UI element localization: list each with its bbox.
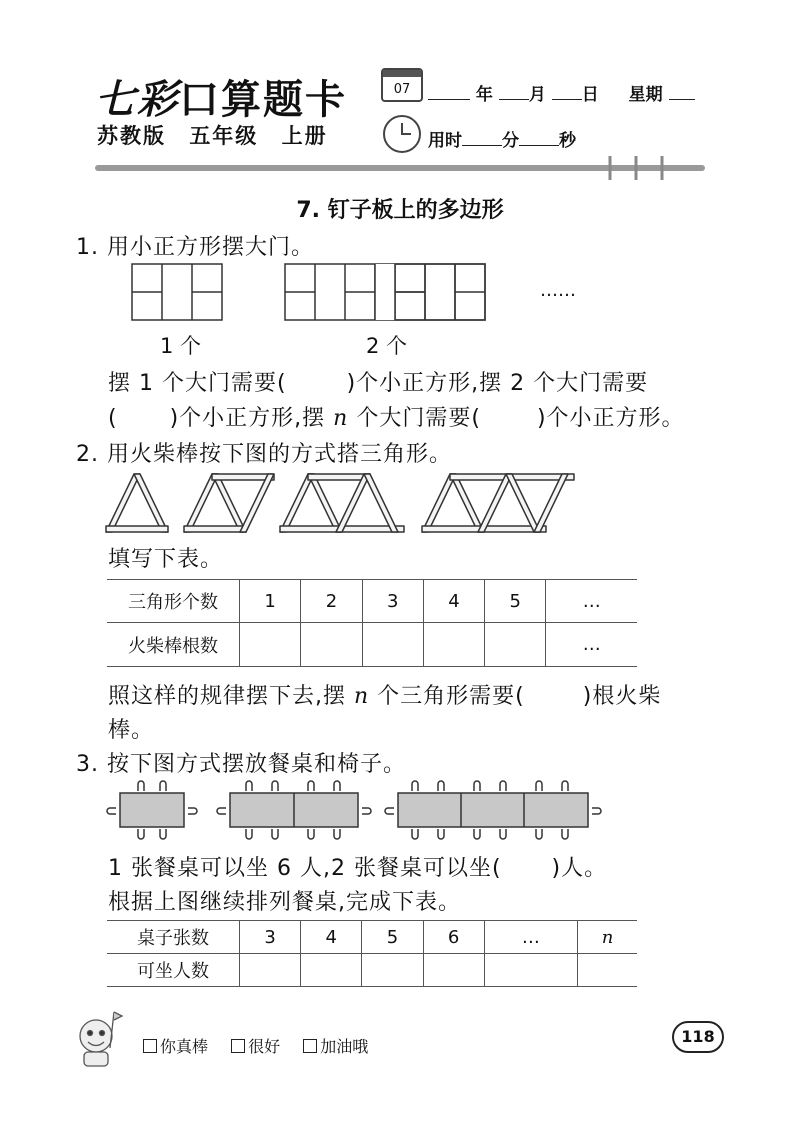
q3-cell-n: n [578,921,637,954]
edition-info [97,120,342,150]
q3-answer-cell[interactable] [301,954,362,987]
q3-row1-label: 桌子张数 [107,921,240,954]
page-title: 7. 钉子板上的多边形 [296,198,504,223]
brand-name: 口算题卡 [179,76,347,123]
clock-icon [383,115,421,153]
checkbox-icon [231,1039,245,1053]
q2-cell: … [546,580,637,623]
mascot-icon [70,1008,128,1070]
q2-table [107,579,637,667]
q2-cell: 3 [362,580,423,623]
praise-great[interactable]: 你真棒 [143,1037,208,1056]
q2-stem: 2. 用火柴棒按下图的方式搭三角形。 [76,442,452,467]
q3-answer-cell[interactable] [362,954,423,987]
checkbox-icon [143,1039,157,1053]
q3-cell: 5 [362,921,423,954]
q2-follow-end: 棒。 [108,718,155,743]
second-blank[interactable] [519,131,559,146]
edition-publisher: 苏教版 [97,124,166,148]
q2-follow-line: 照这样的规律摆下去,摆 n 个三角形需要( )根火柴 [108,684,662,709]
edition-volume: 上册 [281,124,328,148]
second-label: 秒 [559,131,576,151]
q1-label-2: 2 个 [366,334,408,358]
q3-stem: 3. 按下图方式摆放餐桌和椅子。 [76,752,406,777]
q3-answer-cell[interactable] [578,954,637,987]
q2-matchstick-figure [100,470,580,536]
q2-answer-cell[interactable] [423,623,484,667]
q3-answer-cell [484,954,577,987]
q3-row-people [107,954,637,987]
brand-logo: 七彩 [95,76,179,123]
q3-answer-cell[interactable] [240,954,301,987]
weekday-label: 星期 [628,85,663,105]
q2-row1-label: 三角形个数 [107,580,240,623]
q3-line-1: 1 张餐桌可以坐 6 人,2 张餐桌可以坐( )人。 [108,856,608,881]
q1-gate-figure [130,262,600,322]
q2-answer-cell[interactable] [362,623,423,667]
q1-line-1: 摆 1 个大门需要( )个小正方形,摆 2 个大门需要 [108,371,649,396]
praise-keep-going[interactable]: 加油哦 [303,1037,368,1056]
q2-row-triangles [107,580,637,623]
time-used-label: 用时 [428,131,462,151]
q2-answer-cell[interactable] [240,623,301,667]
q2-cell: 2 [301,580,362,623]
q2-cell: … [546,623,637,667]
brand-title [95,68,347,125]
q2-cell: 1 [240,580,301,623]
q2-answer-cell[interactable] [301,623,362,667]
day-blank[interactable] [552,85,582,100]
edition-grade: 五年级 [189,124,259,148]
year-blank[interactable] [428,85,470,100]
time-fill-line [428,126,576,151]
q2-row-matchsticks [107,623,637,667]
q3-table-chair-figure [100,780,620,842]
q2-answer-cell[interactable] [485,623,546,667]
q3-cell: 6 [423,921,484,954]
q3-cell: 3 [240,921,301,954]
year-label: 年 [475,85,493,105]
checkbox-icon [303,1039,317,1053]
praise-good[interactable]: 很好 [231,1037,280,1056]
month-label: 月 [528,85,546,105]
q1-ellipsis: …… [540,280,576,301]
calendar-icon [381,68,423,102]
minute-label: 分 [502,131,519,151]
q3-table [107,920,637,987]
q1-stem: 1. 用小正方形摆大门。 [76,235,314,260]
q3-cell: 4 [301,921,362,954]
page-number: 118 [672,1021,724,1053]
q3-row2-label: 可坐人数 [107,954,240,987]
q1-label-1: 1 个 [160,334,202,358]
q1-line-2: ( )个小正方形,摆 n 个大门需要( )个小正方形。 [108,406,685,431]
q3-answer-cell[interactable] [423,954,484,987]
date-fill-line [428,80,695,105]
q3-cell: … [484,921,577,954]
weekday-blank[interactable] [669,85,695,100]
praise-options [143,1034,386,1057]
q2-row2-label: 火柴棒根数 [107,623,240,667]
q2-instruction: 填写下表。 [108,547,224,572]
day-label: 日 [581,85,599,105]
q2-cell: 5 [485,580,546,623]
month-blank[interactable] [499,85,529,100]
q3-line-2: 根据上图继续排列餐桌,完成下表。 [108,890,461,915]
q3-row-tables [107,921,637,954]
divider-rings-icon [600,154,670,184]
q2-cell: 4 [423,580,484,623]
minute-blank[interactable] [462,131,502,146]
calendar-day: 07 [393,82,411,97]
